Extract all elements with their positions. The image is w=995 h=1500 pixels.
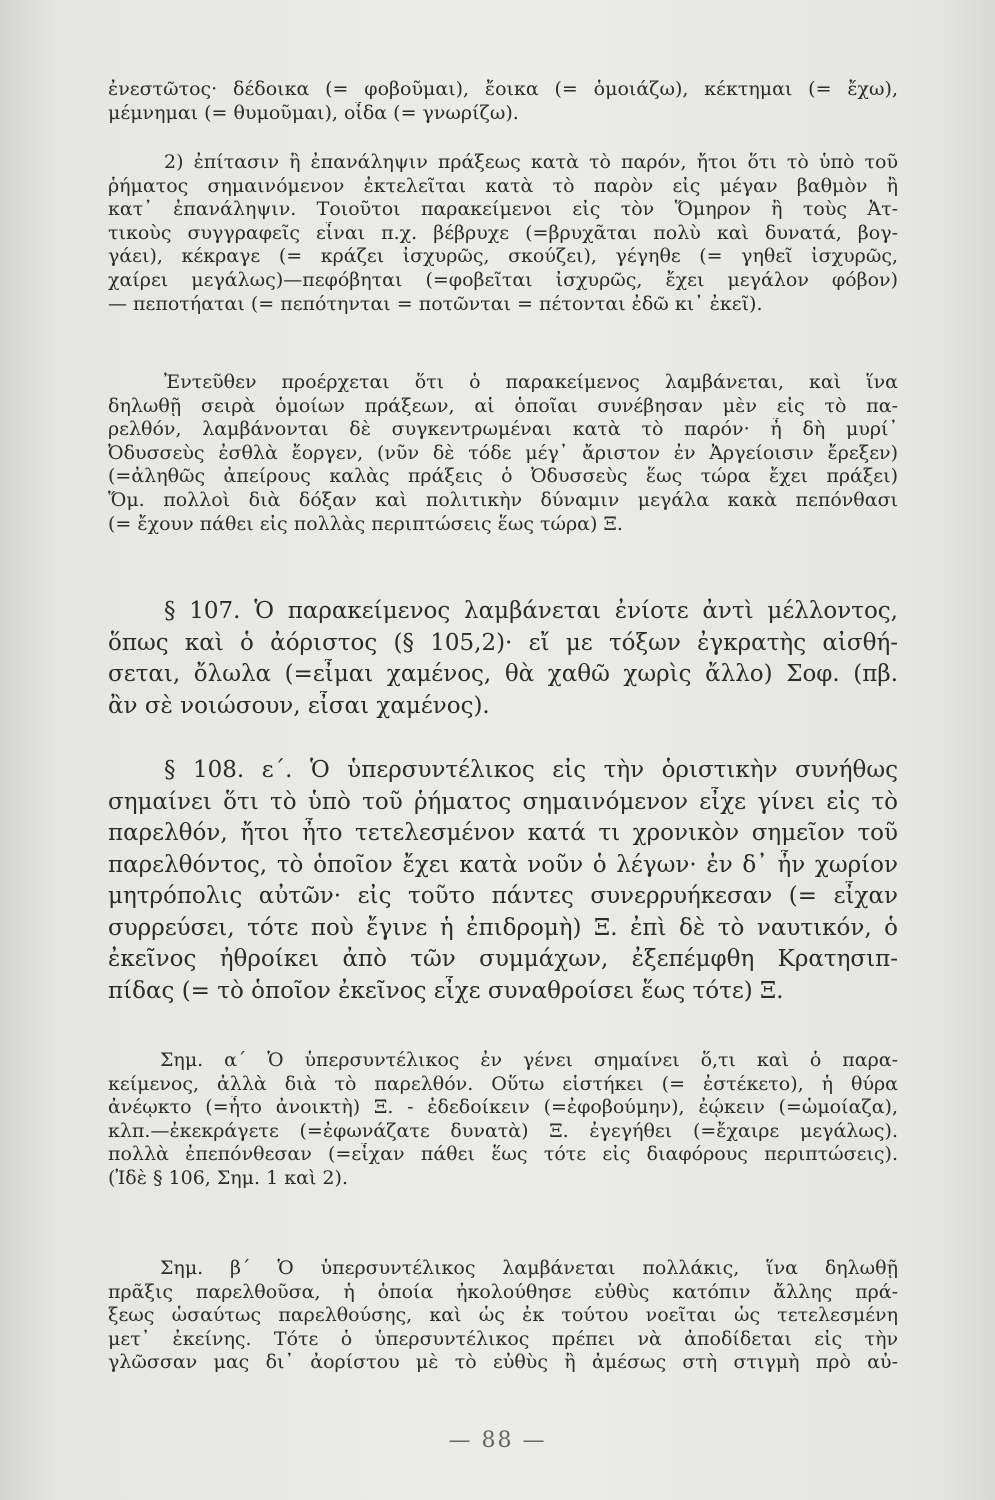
note-a [108, 1049, 898, 1191]
text-line: Ὅμ. πολλοὶ διὰ δόξαν καὶ πολιτικὴν δύναμιν μεγάλα κακὰ πεπόνθασι [108, 488, 898, 511]
text-line: μητρόπολις αὐτῶν· εἰς τοῦτο πάντες συνερρυήκεσαν (= εἶχαν [108, 883, 898, 909]
text-line: μετ᾽ ἐκείνης. Τότε ὁ ὑπερσυντέλικος πρέπει νὰ ἀποδίδεται εἰς τὴν [108, 1327, 898, 1350]
text-line: ἐνεστῶτος· δέδοικα (= φοβοῦμαι), ἔοικα (= ὁμοιάζω), κέκτημαι (= ἔχω), [108, 78, 898, 100]
text-line: γάει), κέκραγε (= κράζει ἰσχυρῶς, σκούζει), γέγηθε (= γηθεῖ ἰσχυρῶς, [108, 245, 898, 268]
section-107 [108, 596, 898, 722]
text-line: (= ἔχουν πάθει εἰς πολλὰς περιπτώσεις ἕως τώρα) Ξ. [108, 512, 623, 535]
text-line: χαίρει μεγάλως)—πεφόβηται (=φοβεῖται ἰσχυρῶς, ἔχει μεγάλον φόβον) [108, 268, 898, 291]
section-108 [108, 755, 898, 1007]
paragraph-3 [108, 371, 898, 536]
text-line: — πεποτήαται (= πεπότηνται = ποτῶνται = πέτονται ἐδῶ κι᾽ ἐκεῖ). [108, 292, 763, 315]
page-number: — 88 — [448, 1428, 547, 1453]
text-line: ξεως ὡσαύτως παρελθούσης, καὶ ὡς ἐκ τούτου νοεῖται ὡς τετελεσμένη [108, 1304, 898, 1327]
text-line: συρρεύσει, τότε ποὺ ἔγινε ἡ ἐπιδρομὴ) Ξ. ἐπὶ δὲ τὸ ναυτικόν, ὁ [108, 914, 898, 941]
text-line: παρελθόν, ἤτοι ἦτο τετελεσμένον κατά τι χρονικὸν σημεῖον τοῦ [108, 820, 898, 846]
text-line: κατ᾽ ἐπανάληψιν. Τοιοῦτοι παρακείμενοι εἰς τὸν Ὅμηρον ἢ τοὺς Ἀτ- [108, 198, 898, 221]
text-line: κλπ.—ἐκεκράγετε (=ἐφωνάζατε δυνατὰ) Ξ. ἐγεγήθει (=ἔχαιρε μεγάλως). [108, 1119, 898, 1142]
note-b [108, 1257, 898, 1375]
text-line: δηλωθῇ σειρὰ ὁμοίων πράξεων, αἱ ὁποῖαι συνέβησαν μὲν εἰς τὸ πα- [108, 394, 898, 417]
text-line: τικοὺς συγγραφεῖς εἶναι π.χ. βέβρυχε (=βρυχᾶται πολὺ καὶ δυνατά, βογ- [108, 221, 898, 244]
text-line: 2) ἐπίτασιν ἢ ἐπανάληψιν πράξεως κατὰ τὸ παρόν, ἤτοι ὅτι τὸ ὑπὸ τοῦ [164, 151, 898, 173]
text-line: Σημ. α΄ Ὁ ὑπερσυντέλικος ἐν γένει σημαίνει ὅ,τι καὶ ὁ παρα- [160, 1049, 898, 1071]
text-line: Σημ. β΄ Ὁ ὑπερσυντέλικος λαμβάνεται πολλάκις, ἵνα δηλωθῇ [160, 1257, 898, 1279]
text-line: Ἐντεῦθεν προέρχεται ὅτι ὁ παρακείμενος λαμβάνεται, καὶ ἵνα [164, 371, 898, 393]
text-line: πρᾶξις παρελθοῦσα, ἡ ὁποία ἠκολούθησε εὐθὺς κατόπιν ἄλλης πρά- [108, 1280, 898, 1303]
text-line: μέμνημαι (= θυμοῦμαι), οἶδα (= γνωρίζω). [108, 101, 519, 124]
paragraph-2 [108, 151, 898, 316]
text-line: πίδας (= τὸ ὁποῖον ἐκεῖνος εἶχε συναθροίσει ἕως τότε) Ξ. [108, 977, 784, 1004]
text-line: πολλὰ ἐπεπόνθεσαν (=εἶχαν πάθει ἕως τότε εἰς διαφόρους περιπτώσεις). [108, 1143, 898, 1166]
text-line: παρελθόντος, τὸ ὁποῖον ἔχει κατὰ νοῦν ὁ λέγων· ἐν δ᾽ ἦν χωρίον [108, 851, 898, 878]
text-line: ὅπως καὶ ὁ ἀόριστος (§ 105,2)· εἴ με τόξων ἐγκρατὴς αἰσθή- [108, 629, 898, 656]
text-line: § 108. ε΄. Ὁ ὑπερσυντέλικος εἰς τὴν ὁριστικὴν συνήθως [164, 757, 898, 783]
text-line: σημαίνει ὅτι τὸ ὑπὸ τοῦ ῥήματος σημαινόμενον εἶχε γίνει εἰς τὸ [108, 788, 898, 815]
text-line: § 107. Ὁ παρακείμενος λαμβάνεται ἐνίοτε ἀντὶ μέλλοντος, [164, 598, 898, 624]
text-line: ῥήματος σημαινόμενον ἐκτελεῖται κατὰ τὸ παρὸν εἰς μέγαν βαθμὸν ἢ [108, 174, 898, 197]
text-line: ἐκεῖνος ἠθροίκει ἀπὸ τῶν συμμάχων, ἐξεπέμφθη Κρατησιπ- [108, 946, 898, 972]
text-line: ἀνέῳκτο (=ἦτο ἀνοικτὴ) Ξ. - ἐδεδοίκειν (=ἐφοβούμην), ἐῴκειν (=ὡμοίαζα), [108, 1096, 898, 1119]
continuation-paragraph [108, 78, 898, 125]
text-line: ἂν σὲ νοιώσουν, εἶσαι χαμένος). [108, 692, 490, 719]
text-line: (=ἀληθῶς ἀπείρους καλὰς πράξεις ὁ Ὀδυσσεὺς ἕως τώρα ἔχει πράξει) [108, 465, 898, 488]
text-line: ρελθόν, λαμβάνονται δὲ συγκεντρωμέναι κατὰ τὸ παρόν· ἦ δὴ μυρί᾽ [108, 418, 898, 441]
text-line: σεται, ὄλωλα (=εἶμαι χαμένος, θὰ χαθῶ χωρὶς ἄλλο) Σοφ. (πβ. [108, 661, 898, 687]
text-line: γλῶσσαν μας δι᾽ ἀορίστου μὲ τὸ εὐθὺς ἢ ἀμέσως στὴ στιγμὴ πρὸ αὐ- [108, 1351, 898, 1374]
text-line: κείμενος, ἀλλὰ διὰ τὸ παρελθόν. Οὕτω εἱστήκει (= ἐστέκετο), ἡ θύρα [108, 1072, 898, 1095]
text-line: Ὀδυσσεὺς ἐσθλὰ ἔοργεν, (νῦν δὲ τόδε μέγ᾽ ἄριστον ἐν Ἀργείοισιν ἔρεξεν) [108, 441, 898, 464]
text-line: (Ἰδὲ § 106, Σημ. 1 καὶ 2). [108, 1166, 348, 1189]
